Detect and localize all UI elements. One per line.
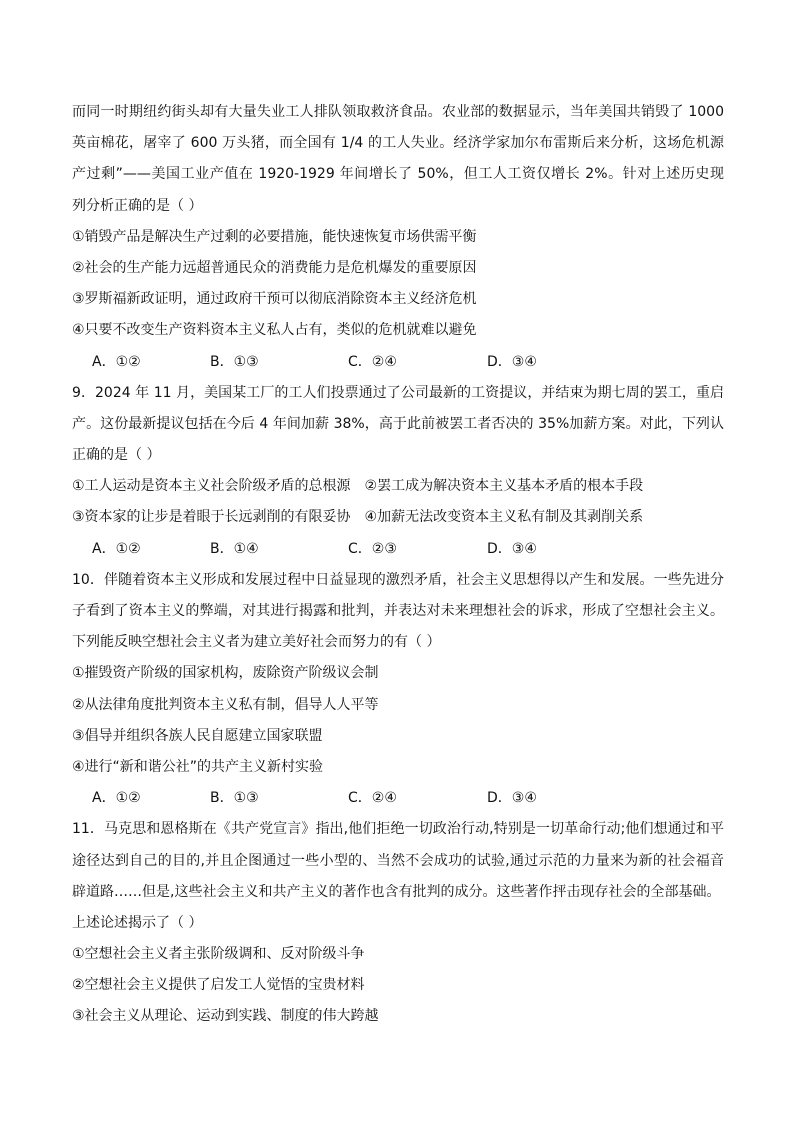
question-8 bbox=[72, 97, 724, 378]
statement-item: ③倡导并组织各族人民自愿建立国家联盟 bbox=[72, 727, 323, 744]
answer-choices bbox=[72, 534, 724, 565]
choice-c: C．②④ bbox=[348, 353, 397, 370]
statement-item: ③罗斯福新政证明，通过政府干预可以彻底消除资本主义经济危机 bbox=[72, 291, 477, 308]
question-11 bbox=[72, 814, 724, 1032]
statement-item: ①摧毁资产阶级的国家机构，废除资产阶级议会制 bbox=[72, 665, 379, 682]
statement-item: ②空想社会主义提供了启发工人觉悟的宝贵材料 bbox=[72, 977, 365, 994]
choice-d: D．③④ bbox=[487, 353, 537, 370]
choice-b: B．①③ bbox=[210, 790, 259, 807]
choice-d: D．③④ bbox=[487, 540, 537, 557]
statement-item: ④只要不改变生产资料资本主义私人占有，类似的危机就难以避免 bbox=[72, 322, 477, 339]
question-stem-line: 辟道路……但是,这些社会主义和共产主义的著作也含有批判的成分。这些著作抨击现存社会的全部基础。 bbox=[72, 883, 721, 900]
question-stem-line: 上述论述揭示了（ ） bbox=[72, 914, 203, 931]
statement-item: ①空想社会主义者主张阶级调和、反对阶级斗争 bbox=[72, 946, 365, 963]
statement-item: ①工人运动是资本主义社会阶级矛盾的总根源 ②罢工成为解决资本主义基本矛盾的根本手段 bbox=[72, 478, 644, 495]
statement-item: ②社会的生产能力远超普通民众的消费能力是危机爆发的重要原因 bbox=[72, 259, 477, 276]
choice-c: C．②④ bbox=[348, 790, 397, 807]
question-stem-line: 列分析正确的是（ ） bbox=[72, 197, 203, 214]
question-stem-line: 英亩棉花，屠宰了 600 万头猪，而全国有 1/4 的工人失业。经济学家加尔布雷斯后来分析，这场危机源 bbox=[72, 135, 724, 152]
answer-choices bbox=[72, 783, 724, 814]
question-stem-line: 产。这份最新提议包括在今后 4 年间加薪 38%，高于此前被罢工者否决的 35%加薪方案。对此，下列认 bbox=[72, 415, 724, 432]
choice-a: A．①② bbox=[92, 540, 141, 557]
answer-choices bbox=[72, 347, 724, 378]
question-stem-line: 产过剩”——美国工业产值在 1920-1929 年间增长了 50%，但工人工资仅增长 2%。针对上述历史现 bbox=[72, 166, 724, 183]
choice-d: D．③④ bbox=[487, 790, 537, 807]
statement-item: ③社会主义从理论、运动到实践、制度的伟大跨越 bbox=[72, 1008, 379, 1025]
question-stem-line: 10．伴随着资本主义形成和发展过程中日益显现的激烈矛盾，社会主义思想得以产生和发展。一些先进分 bbox=[72, 571, 724, 588]
question-stem-line: 11．马克思和恩格斯在《共产党宣言》指出,他们拒绝一切政治行动,特别是一切革命行动;他们想通过和平 bbox=[72, 821, 724, 838]
question-9 bbox=[72, 378, 724, 565]
question-stem-line: 子看到了资本主义的弊端，对其进行揭露和批判，并表达对未来理想社会的诉求，形成了空想社会主义。 bbox=[72, 603, 724, 619]
question-stem-line: 途径达到自己的目的,并且企图通过一些小型的、当然不会成功的试验,通过示范的力量来为新的社会福音 bbox=[72, 852, 724, 869]
question-stem-line: 正确的是（ ） bbox=[72, 447, 161, 464]
statement-item: ④进行“新和谐公社”的共产主义新村实验 bbox=[72, 758, 324, 775]
choice-b: B．①③ bbox=[210, 353, 259, 370]
question-stem-line: 下列能反映空想社会主义者为建立美好社会而努力的有（ ） bbox=[72, 634, 441, 651]
statement-item: ①销毁产品是解决生产过剩的必要措施，能快速恢复市场供需平衡 bbox=[72, 228, 477, 245]
choice-a: A．①② bbox=[92, 353, 141, 370]
choice-b: B．①④ bbox=[210, 540, 259, 557]
question-10 bbox=[72, 565, 724, 815]
statement-item: ②从法律角度批判资本主义私有制，倡导人人平等 bbox=[72, 696, 379, 713]
choice-c: C．②③ bbox=[348, 540, 397, 557]
statement-item: ③资本家的让步是着眼于长远剥削的有限妥协 ④加薪无法改变资本主义私有制及其剥削关系 bbox=[72, 509, 644, 526]
question-stem-line: 9．2024 年 11 月，美国某工厂的工人们投票通过了公司最新的工资提议，并结束为期七周的罢工，重启 bbox=[72, 384, 724, 401]
choice-a: A．①② bbox=[92, 790, 141, 807]
question-stem-line: 而同一时期纽约街头却有大量失业工人排队领取救济食品。农业部的数据显示，当年美国共销毁了 1000 bbox=[72, 104, 724, 120]
document-body bbox=[72, 97, 724, 1033]
